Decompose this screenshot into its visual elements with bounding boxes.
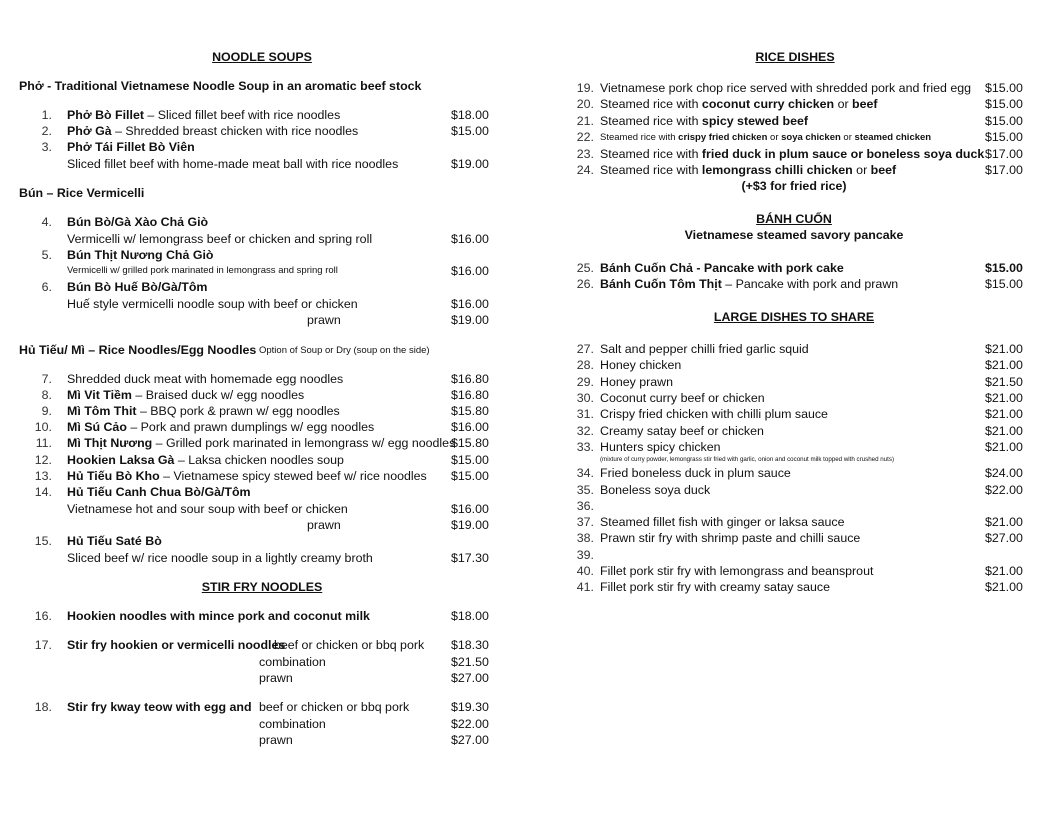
item-number: 29.: [576, 375, 594, 389]
item-description: Steamed rice with: [600, 147, 702, 161]
item-number: 33.: [576, 440, 594, 454]
section-title-stir-fry: STIR FRY NOODLES: [201, 580, 323, 594]
item-description: Prawn stir fry with shrimp paste and chilli sauce: [600, 531, 861, 545]
item-price: $21.00: [985, 391, 1023, 405]
item-name: Mì Vit Tiềm: [67, 388, 132, 402]
item-description: or: [834, 97, 853, 111]
item-number: 39.: [576, 548, 594, 562]
item-price: $16.00: [451, 502, 489, 516]
item-number: 11.: [35, 436, 52, 450]
item-name: Hủ Tiếu Saté Bò: [67, 534, 162, 548]
item-description: – Pork and prawn dumplings w/ egg noodles: [126, 420, 375, 434]
item-description: Vermicelli w/ lemongrass beef or chicken and spring roll: [67, 232, 373, 246]
item-number: 12.: [34, 453, 52, 467]
item-name: Mì Thịt Nương: [67, 436, 153, 450]
item-price: $17.00: [985, 147, 1023, 161]
banh-cuon-subtitle: Vietnamese steamed savory pancake: [684, 228, 904, 242]
item-price: $21.00: [985, 515, 1023, 529]
menu-item: [67, 109, 340, 121]
menu-item: [67, 405, 340, 417]
menu-item: [600, 133, 931, 143]
item-name: Stir fry hookien or vermicelli noodles: [67, 638, 286, 652]
hu-tieu-heading: Hủ Tiếu/ Mì – Rice Noodles/Egg Noodles: [19, 343, 257, 357]
hu-tieu-note: Option of Soup or Dry (soup on the side): [259, 345, 430, 356]
bun-heading: Bún – Rice Vermicelli: [19, 186, 145, 200]
menu-item: [600, 278, 898, 290]
item-name: fried duck in plum sauce or boneless soya duck: [701, 147, 985, 161]
item-number: 23.: [576, 147, 594, 161]
menu-item: [600, 148, 984, 160]
item-price: $16.00: [451, 264, 489, 278]
item-option-label: beef or chicken or bbq pork: [259, 700, 410, 714]
item-name: lemongrass chilli chicken: [701, 163, 853, 177]
item-number: 9.: [41, 404, 52, 418]
item-name: steamed chicken: [854, 132, 932, 143]
item-description: Steamed rice with: [600, 132, 679, 143]
menu-item: [67, 535, 162, 547]
item-name: Bún Bò/Gà Xào Chả Giò: [67, 215, 209, 229]
item-description: Vietnamese hot and sour soup with beef or chicken: [67, 502, 348, 516]
item-name: Hủ Tiếu Bò Kho: [67, 469, 160, 483]
item-price: $21.00: [985, 424, 1023, 438]
item-description: – Vietnamese spicy stewed beef w/ rice noodles: [159, 469, 427, 483]
item-option-label: prawn: [259, 733, 293, 747]
item-description: Coconut curry beef or chicken: [600, 391, 765, 405]
item-price: $18.30: [451, 638, 489, 652]
item-number: 22.: [576, 130, 594, 144]
item-name: Bún Bò Huế Bò/Gà/Tôm: [67, 280, 208, 294]
item-number: 3.: [41, 140, 52, 154]
item-price: $21.50: [451, 655, 489, 669]
item-number: 26.: [576, 277, 594, 291]
item-name: beef: [852, 97, 878, 111]
menu-item: [600, 82, 971, 94]
item-description: Vietnamese pork chop rice served with shredded pork and fried egg: [600, 81, 972, 95]
item-description: Steamed rice with: [600, 97, 702, 111]
menu-item: [67, 249, 214, 261]
item-price: $18.00: [451, 609, 489, 623]
item-description: or: [767, 132, 782, 143]
item-description: Honey chicken: [600, 358, 682, 372]
item-name: crispy fried chicken: [678, 132, 768, 143]
item-name: Hookien noodles with mince pork and coconut milk: [67, 609, 370, 623]
item-description: – Grilled pork marinated in lemongrass w/ egg noodles: [152, 436, 456, 450]
item-number: 31.: [576, 407, 594, 421]
item-price: $27.00: [985, 531, 1023, 545]
item-number: 40.: [576, 564, 594, 578]
item-name: Phở Tái Fillet Bò Viên: [67, 140, 195, 154]
item-price: $16.00: [451, 232, 489, 246]
item-description: Steamed rice with: [600, 163, 702, 177]
menu-item: [67, 437, 455, 449]
item-price: $22.00: [985, 483, 1023, 497]
item-description: – Braised duck w/ egg noodles: [131, 388, 305, 402]
menu-item: [67, 216, 208, 228]
item-option-label: prawn: [307, 518, 341, 532]
item-price: $24.00: [985, 466, 1023, 480]
item-price: $16.80: [451, 372, 489, 386]
item-price: $15.00: [985, 81, 1023, 95]
item-description: Sliced beef w/ rice noodle soup in a lightly creamy broth: [67, 551, 373, 565]
item-price: $17.30: [451, 551, 489, 565]
item-name: Bún Thịt Nương Chả Giò: [67, 248, 214, 262]
item-price: $21.00: [985, 342, 1023, 356]
item-price: $16.80: [451, 388, 489, 402]
item-price: $16.00: [451, 297, 489, 311]
item-price: $15.00: [985, 261, 1023, 275]
item-name: soya chicken: [781, 132, 841, 143]
item-number: 38.: [576, 531, 594, 545]
item-number: 15.: [34, 534, 52, 548]
item-number: 19.: [576, 81, 594, 95]
item-description: or: [852, 163, 871, 177]
item-price: $15.00: [451, 453, 489, 467]
item-price: $15.00: [985, 277, 1023, 291]
item-price: $21.50: [985, 375, 1023, 389]
item-price: $21.00: [985, 407, 1023, 421]
item-number: 18.: [34, 700, 52, 714]
item-name: Hookien Laksa Gà: [67, 453, 175, 467]
item-price: $15.00: [985, 114, 1023, 128]
item-description: or: [840, 132, 855, 143]
item-number: 1.: [41, 108, 52, 122]
item-description: – Shredded breast chicken with rice noodles: [111, 124, 359, 138]
item-description: Fillet pork stir fry with lemongrass and beansprout: [600, 564, 874, 578]
item-description: Sliced fillet beef with home-made meat ball with rice noodles: [67, 157, 399, 171]
item-name: Hủ Tiếu Canh Chua Bò/Gà/Tôm: [67, 485, 251, 499]
menu-item: [67, 701, 252, 713]
item-name: Mì Sú Cảo: [67, 420, 127, 434]
item-number: 5.: [41, 248, 52, 262]
item-description: – Sliced fillet beef with rice noodles: [143, 108, 341, 122]
section-title-banh-cuon: BÁNH CUỐN: [756, 212, 832, 226]
item-price: $15.00: [985, 97, 1023, 111]
item-note: (mixture of curry powder, lemongrass stir fried with garlic, onion and coconut milk topped with crushed nuts): [600, 456, 895, 463]
item-price: $17.00: [985, 163, 1023, 177]
item-description: Shredded duck meat with homemade egg noodles: [67, 372, 344, 386]
item-number: 35.: [576, 483, 594, 497]
item-description: Steamed rice with: [600, 114, 702, 128]
item-name: Phở Bò Fillet: [67, 108, 144, 122]
item-number: 32.: [576, 424, 594, 438]
section-title-rice-dishes: RICE DISHES: [755, 50, 835, 64]
item-number: 13.: [34, 469, 52, 483]
item-price: $15.00: [451, 469, 489, 483]
item-name: spicy stewed beef: [701, 114, 808, 128]
item-number: 27.: [576, 342, 594, 356]
item-name: Phở Gà: [67, 124, 112, 138]
item-number: 7.: [41, 372, 52, 386]
item-description: Fried boneless duck in plum sauce: [600, 466, 791, 480]
item-number: 17.: [34, 638, 52, 652]
menu-item: [600, 164, 896, 176]
menu-item: [600, 115, 808, 127]
item-number: 25.: [576, 261, 594, 275]
item-price: $21.00: [985, 440, 1023, 454]
menu-item: [67, 454, 344, 466]
menu-item: [67, 639, 285, 651]
item-price: $15.80: [451, 436, 489, 450]
item-price: $21.00: [985, 580, 1023, 594]
item-option-label: combination: [259, 655, 326, 669]
item-name: coconut curry chicken: [701, 97, 835, 111]
menu-item: [600, 98, 878, 110]
item-number: 41.: [576, 580, 594, 594]
item-price: $19.00: [451, 313, 489, 327]
item-number: 30.: [576, 391, 594, 405]
item-price: $16.00: [451, 420, 489, 434]
item-number: 16.: [34, 609, 52, 623]
item-number: 24.: [576, 163, 594, 177]
item-number: 36.: [576, 499, 594, 513]
item-name: Bánh Cuốn Chả - Pancake with pork cake: [600, 261, 844, 275]
menu-item: [67, 610, 370, 622]
item-description: Vermicelli w/ grilled pork marinated in lemongrass and spring roll: [67, 265, 338, 276]
item-description: – BBQ pork & prawn w/ egg noodles: [136, 404, 340, 418]
item-price: $18.00: [451, 108, 489, 122]
item-price: $19.00: [451, 157, 489, 171]
item-price: $15.00: [985, 130, 1023, 144]
item-price: $22.00: [451, 717, 489, 731]
section-title-large-dishes: LARGE DISHES TO SHARE: [713, 310, 875, 324]
item-name: beef: [870, 163, 897, 177]
item-number: 2.: [41, 124, 52, 138]
item-number: 10.: [34, 420, 52, 434]
item-price: $21.00: [985, 564, 1023, 578]
item-number: 21.: [576, 114, 594, 128]
menu-item: [67, 389, 304, 401]
item-price: $27.00: [451, 671, 489, 685]
menu-item: [67, 125, 358, 137]
item-description: Fillet pork stir fry with creamy satay sauce: [600, 580, 830, 594]
menu-item: [67, 486, 251, 498]
section-title-noodle-soups: NOODLE SOUPS: [212, 50, 312, 64]
item-number: 6.: [41, 280, 52, 294]
item-price: $15.00: [451, 124, 489, 138]
item-price: $19.00: [451, 518, 489, 532]
item-option-label: combination: [259, 717, 326, 731]
item-description: Crispy fried chicken with chilli plum sauce: [600, 407, 828, 421]
item-option-label: prawn: [259, 671, 293, 685]
menu-item: [67, 373, 343, 385]
item-number: 34.: [576, 466, 594, 480]
menu-item: [67, 281, 207, 293]
fried-rice-note: (+$3 for fried rice): [741, 179, 847, 193]
item-number: 28.: [576, 358, 594, 372]
item-number: 37.: [576, 515, 594, 529]
menu-item: [67, 421, 374, 433]
menu-item: [67, 470, 427, 482]
pho-heading: Phở - Traditional Vietnamese Noodle Soup in an aromatic beef stock: [19, 79, 422, 93]
item-description: – Pancake with pork and prawn: [721, 277, 899, 291]
item-price: $27.00: [451, 733, 489, 747]
item-number: 14.: [34, 485, 52, 499]
item-number: 4.: [41, 215, 52, 229]
item-description: Hunters spicy chicken: [600, 440, 721, 454]
item-description: – Laksa chicken noodles soup: [174, 453, 344, 467]
item-price: $19.30: [451, 700, 489, 714]
item-price: $21.00: [985, 358, 1023, 372]
item-option-label: prawn: [307, 313, 341, 327]
item-number: 20.: [576, 97, 594, 111]
item-description: Huế style vermicelli noodle soup with beef or chicken: [67, 297, 358, 311]
menu-item: [600, 262, 844, 274]
item-name: Mì Tôm Thit: [67, 404, 137, 418]
item-description: Steamed fillet fish with ginger or laksa sauce: [600, 515, 845, 529]
item-description: Creamy satay beef or chicken: [600, 424, 764, 438]
item-name: Stir fry kway teow with egg and: [67, 700, 252, 714]
item-number: 8.: [41, 388, 52, 402]
menu-item: [67, 141, 195, 153]
item-description: Salt and pepper chilli fried garlic squid: [600, 342, 809, 356]
item-option-label: beef or chicken or bbq pork: [274, 638, 425, 652]
item-description: Honey prawn: [600, 375, 674, 389]
item-description: Boneless soya duck: [600, 483, 711, 497]
item-name: Bánh Cuốn Tôm Thịt: [600, 277, 722, 291]
item-price: $15.80: [451, 404, 489, 418]
